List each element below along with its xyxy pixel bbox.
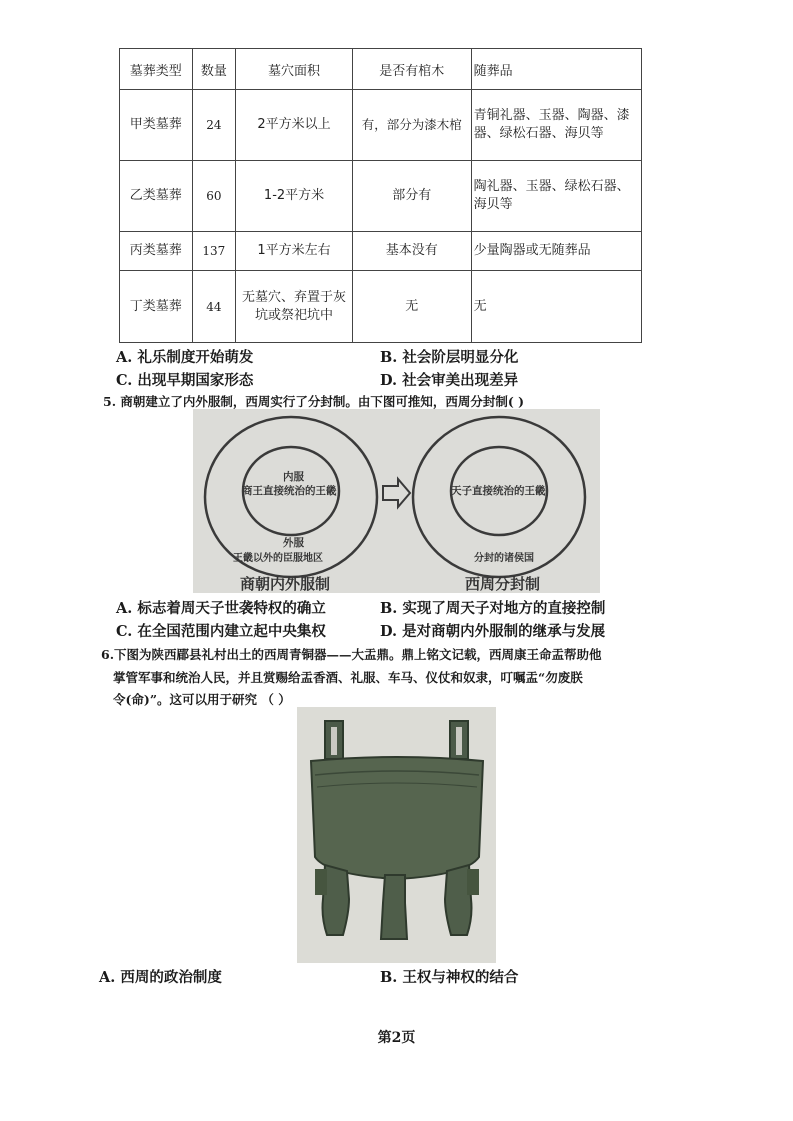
table-cell: 无 (352, 271, 471, 343)
table-cell: 青铜礼器、玉器、陶器、漆器、绿松石器、海贝等 (471, 90, 641, 161)
table-cell: 2平方米以上 (236, 90, 353, 161)
table-row (120, 90, 642, 161)
inner-service-label: 内服 (283, 471, 304, 483)
table-row (120, 271, 642, 343)
table-cell: 无 (471, 271, 641, 343)
q5-diagram (193, 409, 600, 593)
q5-option-d[interactable]: D. 是对商朝内外服制的继承与发展 (380, 623, 606, 640)
q6-option-b[interactable]: B. 王权与神权的结合 (380, 969, 519, 986)
q4-option-d[interactable]: D. 社会审美出现差异 (380, 372, 519, 389)
caption-right: 西周分封制 (465, 575, 541, 593)
circle-diagram-graphic (193, 409, 600, 593)
q6-stem-line-2: 掌管军事和统治人民，并且赏赐给盂香酒、礼服、车马、仪仗和奴隶，叮嘱盂“勿废朕 (113, 670, 583, 685)
arrow-right-icon (383, 479, 410, 507)
table-header: 墓葬类型 (120, 49, 193, 90)
outer-service-sub: 王畿以外的臣服地区 (233, 553, 323, 564)
table-header: 随葬品 (471, 49, 641, 90)
q5-option-a[interactable]: A. 标志着周天子世袭特权的确立 (116, 600, 326, 617)
q4-option-c[interactable]: C. 出现早期国家形态 (116, 372, 254, 389)
q6-stem-line-3: 令(命)”。这可以用于研究 （ ） (113, 692, 291, 707)
q5-option-c[interactable]: C. 在全国范围内建立起中央集权 (116, 623, 326, 640)
table-cell: 有，部分为漆木棺 (352, 90, 471, 161)
inner-service-sub: 商王直接统治的王畿 (242, 485, 337, 497)
royal-domain-label: 天子直接统治的王畿 (451, 485, 546, 497)
table-cell: 部分有 (352, 161, 471, 232)
table-cell: 基本没有 (352, 232, 471, 271)
page-number: 第2页 (377, 1030, 416, 1046)
table-cell: 60 (192, 161, 236, 232)
table-cell: 甲类墓葬 (120, 90, 193, 161)
caption-left: 商朝内外服制 (240, 575, 331, 593)
ding-vessel-icon (297, 707, 496, 963)
table-cell: 无墓穴、弃置于灰坑或祭祀坑中 (236, 271, 353, 343)
table-cell: 乙类墓葬 (120, 161, 193, 232)
table-cell: 24 (192, 90, 236, 161)
grave-table (119, 48, 642, 343)
table-header: 是否有棺木 (352, 49, 471, 90)
table-header: 数量 (192, 49, 236, 90)
table-cell: 1-2平方米 (236, 161, 353, 232)
q6-option-a[interactable]: A. 西周的政治制度 (99, 969, 222, 986)
table-cell: 少量陶器或无随葬品 (471, 232, 641, 271)
q6-stem-line-1: 6.下图为陕西郿县礼村出土的西周青铜器——大盂鼎。鼎上铭文记载，西周康王命盂帮助他 (101, 647, 602, 662)
vassal-states-label: 分封的诸侯国 (474, 553, 534, 564)
table-row (120, 161, 642, 232)
q5-option-b[interactable]: B. 实现了周天子对地方的直接控制 (380, 600, 606, 617)
table-cell: 44 (192, 271, 236, 343)
table-header: 墓穴面积 (236, 49, 353, 90)
table-cell: 丁类墓葬 (120, 271, 193, 343)
outer-service-label: 外服 (283, 537, 304, 549)
bronze-ding-image (297, 707, 496, 963)
table-cell: 丙类墓葬 (120, 232, 193, 271)
q4-option-b[interactable]: B. 社会阶层明显分化 (380, 349, 519, 366)
q5-stem: 5. 商朝建立了内外服制，西周实行了分封制。由下图可推知，西周分封制( ) (103, 394, 525, 409)
table-row (120, 232, 642, 271)
table-cell: 137 (192, 232, 236, 271)
q4-option-a[interactable]: A. 礼乐制度开始萌发 (116, 349, 254, 366)
table-cell: 陶礼器、玉器、绿松石器、海贝等 (471, 161, 641, 232)
table-cell: 1平方米左右 (236, 232, 353, 271)
table-header-row (120, 49, 642, 90)
